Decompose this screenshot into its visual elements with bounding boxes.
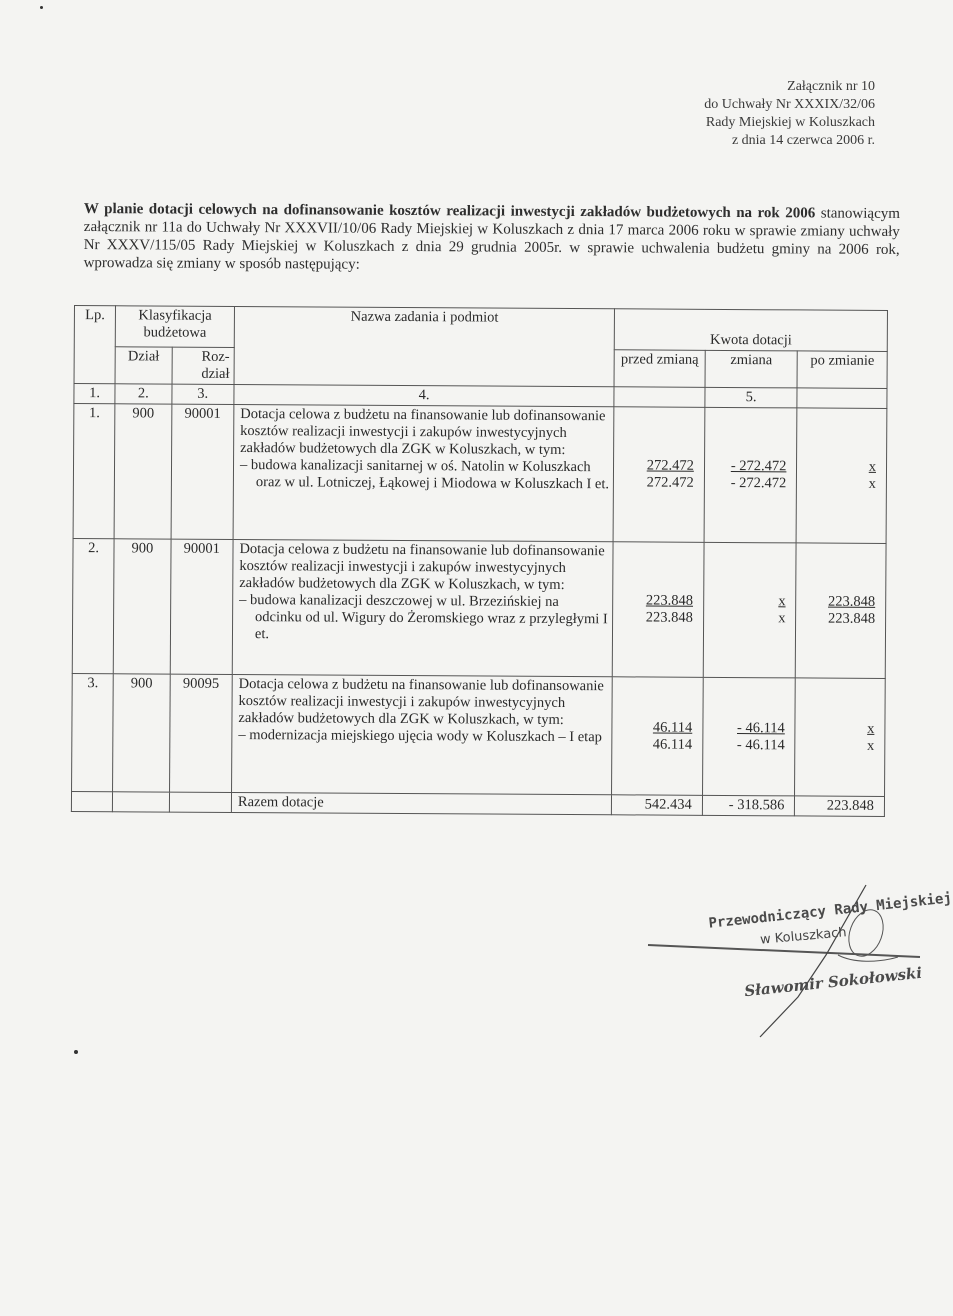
total-po: 223.848 [795,796,885,817]
value: x [867,720,875,737]
num-4: 4. [234,384,614,406]
col-header-klasyfikacja: Klasyfikacja budżetowa [115,306,234,348]
attachment-number: Załącznik nr 10 [787,79,875,94]
num-5: 5. [705,387,798,408]
scan-speck [40,6,43,9]
row-zmiana [703,542,796,678]
col-header-nazwa: Nazwa zadania i podmiot [234,306,615,386]
table-row [72,538,886,678]
stamp-place: w Koluszkach [759,925,848,948]
value: - 46.114 [736,719,785,736]
value: 223.848 [827,610,876,627]
col-header-dzial: Dział [115,347,172,384]
row-po [796,543,886,679]
table-row [72,673,886,796]
value: x [778,610,786,627]
total-empty [71,791,112,811]
row-dzial: 900 [114,404,171,539]
row-lp: 3. [72,673,114,791]
value: - 272.472 [730,475,787,492]
resolution-number: do Uchwały Nr XXXIX/32/06 [704,97,875,112]
num-blank [614,387,705,408]
row-przed [613,542,704,678]
row-lp: 2. [72,538,114,673]
total-row [71,791,884,816]
value: x [868,475,876,492]
row-desc-text: Dotacja celowa z budżetu na finansowanie lub dofinansowanie kosztów realizacji inwestycji i zakupów inwestycyjnych zakładów budżetowych dla ZGK w Koluszkach, w tym: [240,406,606,459]
col-header-kwota: Kwota dotacji [615,309,888,352]
value: x [778,593,786,610]
row-desc-text: Dotacja celowa z budżetu na finansowanie lub dofinansowanie kosztów realizacji inwestycji i zakupów inwestycyjnych zakładów budżetowych dla ZGK w Koluszkach, w tym: [239,541,605,594]
row-zmiana [702,677,795,796]
row-po [795,678,885,797]
row-rozdzial: 90001 [170,539,233,674]
num-3: 3. [171,384,233,404]
num-1: 1. [74,384,115,404]
row-lp: 1. [73,404,115,539]
attachment-header [704,78,875,150]
value: - 46.114 [736,736,785,753]
resolution-date: z dnia 14 czerwca 2006 r. [731,133,875,148]
row-item: – budowa kanalizacji sanitarnej w oś. Natolin w Koluszkach oraz w ul. Lotniczej, Łąkowej i Miodowa w Koluszkach I et. [239,457,610,493]
intro-paragraph [84,200,900,277]
value: 223.848 [645,592,694,609]
total-empty [113,792,169,812]
row-zmiana [704,407,797,543]
col-header-po: po zmianie [797,351,887,389]
stamp-title: Przewodniczący Rady Miejskiej [707,890,953,932]
row-description [231,674,612,794]
row-przed [612,677,703,796]
row-dzial: 900 [113,674,170,792]
intro-rest: stanowiącym załącznik nr 11a do Uchwały Nr XXXVII/10/06 Rady Miejskiej w Koluszkach z dnia 17 marca 2006 roku w sprawie zmiany uchwały Nr XXXV/115/05 Rady Miejskiej w Koluszkach z dnia 29 grudnia 2005r. w sprawie uchwalenia budżetu gminy na 2006 rok, wprowadza się zmiany w sposób następujący: [83,205,900,273]
total-przed: 542.434 [612,795,703,816]
value: 223.848 [645,609,693,626]
row-rozdzial: 90001 [171,404,234,539]
row-item: – budowa kanalizacji deszczowej w ul. Brzezińskiej na odcinku od ul. Wigury do Żeromskiego wraz z przyległymi I et. [239,592,608,643]
row-item: – modernizacja miejskiego ujęcia wody w Koluszkach – I etap [238,727,602,746]
col-header-zmiana: zmiana [705,350,798,388]
total-label: Razem dotacje [231,792,611,814]
council-name: Rady Miejskiej w Koluszkach [705,115,875,130]
row-rozdzial: 90095 [169,674,232,792]
value: 46.114 [652,719,693,736]
row-description [233,404,614,541]
budget-table [71,305,888,817]
value: - 272.472 [730,458,787,475]
scan-speck [74,1050,78,1054]
num-2: 2. [115,384,171,404]
value: x [867,737,875,754]
value: 46.114 [652,736,693,753]
value: 223.848 [828,593,876,610]
table-row [73,404,887,544]
intro-bold: W planie dotacji celowych na dofinansowanie kosztów realizacji inwestycji zakładów budżetowych na rok 2006 [83,200,816,222]
col-header-lp: Lp. [74,306,116,384]
value: 272.472 [646,474,694,491]
row-dzial: 900 [113,539,170,674]
value: 272.472 [646,457,694,474]
row-desc-text: Dotacja celowa z budżetu na finansowanie lub dofinansowanie kosztów realizacji inwestycji i zakupów inwestycyjnych zakładów budżetowych dla ZGK w Koluszkach, w tym: [238,676,604,728]
row-description [232,539,613,676]
value: x [868,458,877,475]
col-header-przed: przed zmianą [614,350,705,388]
total-zmiana: - 318.586 [702,795,795,816]
signature-block [648,885,953,1025]
col-header-rozdzial: Roz-dział [172,347,235,384]
num-blank [797,388,887,409]
signatory-name: Sławomir Sokołowski [743,963,923,1001]
row-po [796,408,886,544]
header-row-1 [74,306,887,352]
row-przed [613,407,704,543]
total-empty [169,792,231,812]
